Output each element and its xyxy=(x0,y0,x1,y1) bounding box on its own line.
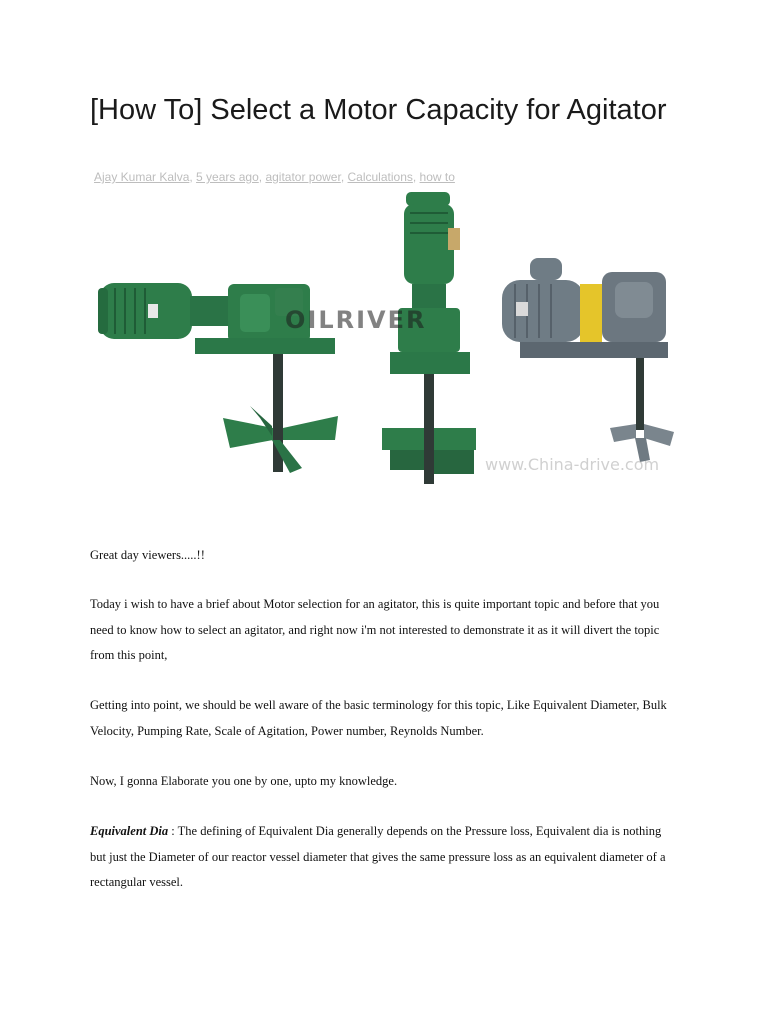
paragraph-text: Great day viewers.....!! xyxy=(90,548,205,562)
paragraph-equivalent-dia xyxy=(90,819,680,896)
tag-link-agitator-power[interactable]: agitator power xyxy=(265,170,341,184)
paragraph-greeting xyxy=(90,543,680,569)
definition-text: : The defining of Equivalent Dia generally depends on the Pressure loss, Equivalent dia is nothing but just the Diameter of our reactor vessel diameter that gives the same pressure loss as an equivalent diameter of a rectangular vessel. xyxy=(90,824,666,889)
watermark-bottom: www.China-drive.com xyxy=(485,455,660,474)
paragraph-elaborate xyxy=(90,769,680,795)
article-meta: Ajay Kumar Kalva, 5 years ago, agitator power, Calculations, how to xyxy=(94,170,455,184)
paragraph-text: Today i wish to have a brief about Motor selection for an agitator, this is quite important topic and before that you need to know how to select an agitator, and right now i'm not interested to demonstrate it as it will divert the topic from this point, xyxy=(90,597,660,662)
paragraph-text: Getting into point, we should be well aware of the basic terminology for this topic, Like Equivalent Diameter, Bulk Velocity, Pumping Rate, Scale of Agitation, Power number, Reynolds Number. xyxy=(90,698,667,738)
tag-link-calculations[interactable]: Calculations xyxy=(347,170,413,184)
agitator-photo xyxy=(90,188,690,498)
tag-link-how-to[interactable]: how to xyxy=(419,170,455,184)
date-link[interactable]: 5 years ago xyxy=(196,170,259,184)
term-equivalent-dia: Equivalent Dia xyxy=(90,824,169,838)
article-title: [How To] Select a Motor Capacity for Agitator xyxy=(90,94,667,126)
watermark-top: OILRIVER xyxy=(285,306,427,334)
paragraph-terminology xyxy=(90,693,680,744)
paragraph-text: Now, I gonna Elaborate you one by one, upto my knowledge. xyxy=(90,774,398,788)
author-link[interactable]: Ajay Kumar Kalva xyxy=(94,170,190,184)
paragraph-text xyxy=(90,819,680,896)
paragraph-intro xyxy=(90,592,680,669)
agitator-grey-motor xyxy=(485,258,674,474)
